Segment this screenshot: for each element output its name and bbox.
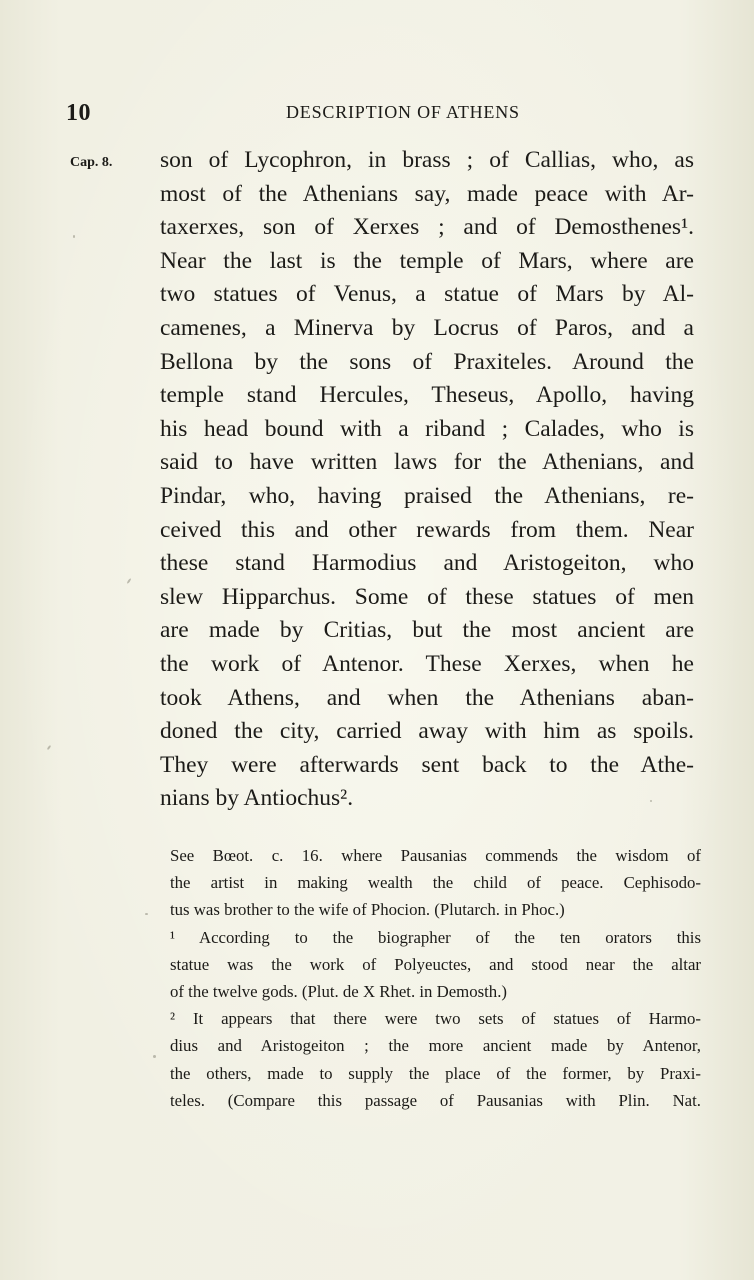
paper-speck (145, 913, 148, 915)
body-line: are made by Critias, but the most ancient are (160, 617, 694, 644)
page-number: 10 (66, 100, 91, 126)
page-header (66, 100, 706, 130)
body-text (160, 144, 694, 816)
body-line: these stand Harmodius and Aristogeiton, who (160, 550, 694, 577)
body-line: his head bound with a riband ; Calades, who is (160, 415, 694, 442)
body-line: camenes, a Minerva by Locrus of Paros, and a (160, 314, 694, 341)
footnote-line: tus was brother to the wife of Phocion. (Plutarch. in Phoc.) (170, 900, 565, 920)
chapter-margin-note: Cap. 8. (70, 155, 113, 170)
paper-speck (650, 800, 652, 802)
footnote-line: ² It appears that there were two sets of statues of Harmo- (170, 1009, 701, 1029)
footnote-line: dius and Aristogeiton ; the more ancient made by Antenor, (170, 1036, 701, 1056)
body-line: said to have written laws for the Athenians, and (160, 449, 694, 476)
body-line: doned the city, carried away with him as spoils. (160, 718, 694, 745)
body-line: Pindar, who, having praised the Athenians, re- (160, 482, 694, 509)
body-line: taxerxes, son of Xerxes ; and of Demosthenes¹. (160, 214, 694, 241)
running-title: DESCRIPTION OF ATHENS (286, 102, 520, 122)
footnote-line: See Bœot. c. 16. where Pausanias commends the wisdom of (170, 846, 701, 865)
body-line: slew Hipparchus. Some of these statues of men (160, 583, 694, 610)
paper-speck (126, 578, 131, 584)
footnote-line: of the twelve gods. (Plut. de X Rhet. in Demosth.) (170, 981, 507, 1001)
footnotes (170, 842, 701, 1114)
body-line: son of Lycophron, in brass ; of Callias, who, as (160, 147, 694, 173)
body-line: ceived this and other rewards from them. Near (160, 516, 694, 543)
body-line: most of the Athenians say, made peace with Ar- (160, 180, 694, 207)
footnote-line: teles. (Compare this passage of Pausanias with Plin. Nat. (170, 1090, 701, 1110)
body-line: took Athens, and when the Athenians aban- (160, 684, 694, 711)
footnote-line: the artist in making wealth the child of peace. Cephisodo- (170, 873, 701, 893)
body-line: Near the last is the temple of Mars, where are (160, 247, 694, 274)
body-line: nians by Antiochus². (160, 785, 354, 812)
paper-speck (47, 745, 52, 750)
body-line: They were afterwards sent back to the Athe- (160, 751, 694, 778)
paper-speck (73, 235, 75, 238)
footnote-line: ¹ According to the biographer of the ten orators this (170, 927, 701, 947)
footnote-line: statue was the work of Polyeuctes, and stood near the altar (170, 954, 701, 974)
body-line: Bellona by the sons of Praxiteles. Around the (160, 348, 694, 375)
footnote-line: the others, made to supply the place of the former, by Praxi- (170, 1063, 701, 1083)
body-line: temple stand Hercules, Theseus, Apollo, having (160, 382, 694, 409)
body-line: the work of Antenor. These Xerxes, when he (160, 650, 694, 677)
paper-speck (153, 1055, 156, 1058)
body-line: two statues of Venus, a statue of Mars by Al- (160, 281, 694, 308)
